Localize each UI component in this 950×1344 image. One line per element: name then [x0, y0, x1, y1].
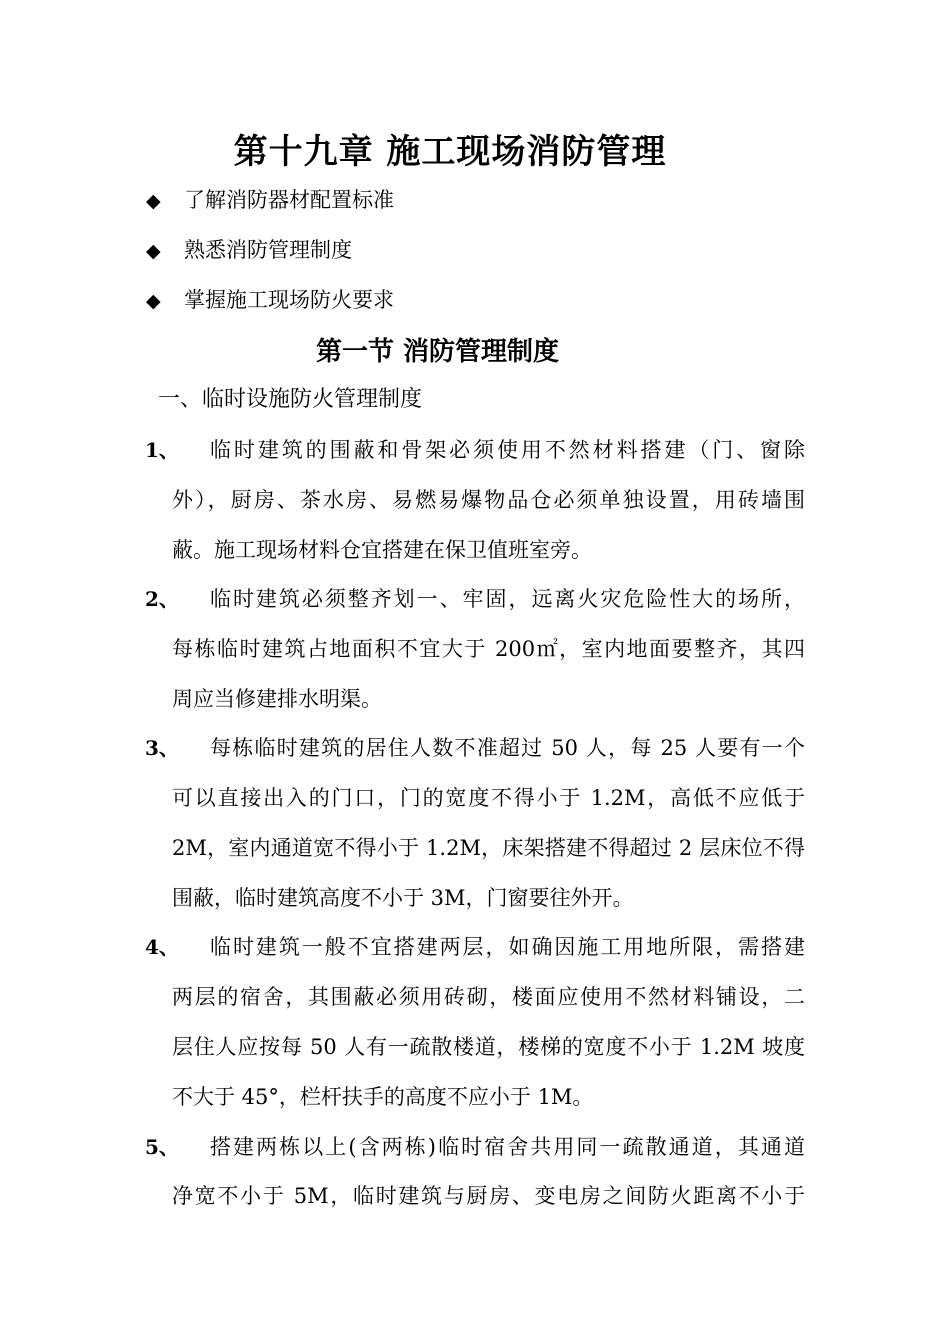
item-line: 两层的宿舍，其围蔽必须用砖砌，楼面应使用不然材料铺设，二 [172, 985, 805, 1009]
item-line: 不大于 45°，栏杆扶手的高度不应小于 1M。 [172, 1085, 594, 1109]
item-number: 4、 [145, 935, 179, 959]
item-line: 外），厨房、茶水房、易燃易爆物品仓必须单独设置，用砖墙围 [172, 488, 805, 512]
subheading: 一、临时设施防火管理制度 [158, 387, 423, 412]
item-line: 蔽。施工现场材料仓宜搭建在保卫值班室旁。 [172, 538, 592, 562]
item-number: 3、 [145, 736, 179, 760]
section-title: 第一节 消防管理制度 [315, 337, 560, 367]
diamond-bullet-icon: ◆ [146, 290, 161, 312]
goal-item [146, 235, 352, 265]
item-line: 临时建筑一般不宜搭建两层，如确因施工用地所限，需搭建 [210, 935, 805, 959]
item-number: 5、 [145, 1135, 179, 1159]
item-line: 每栋临时建筑占地面积不宜大于 200㎡，室内地面要整齐，其四 [172, 637, 805, 661]
item-number: 1、 [145, 438, 179, 462]
item-line: 每栋临时建筑的居住人数不准超过 50 人，每 25 人要有一个 [210, 736, 805, 760]
goal-item [146, 185, 394, 215]
goal-item [146, 285, 394, 315]
item-number: 2、 [145, 587, 179, 611]
goal-text: 熟悉消防管理制度 [184, 238, 352, 262]
item-line: 可以直接出入的门口，门的宽度不得小于 1.2M，高低不应低于 [172, 786, 805, 810]
chapter-title: 第十九章 施工现场消防管理 [233, 132, 667, 172]
item-line: 围蔽，临时建筑高度不小于 3M，门窗要往外开。 [172, 886, 634, 910]
item-line: 层住人应按每 50 人有一疏散楼道，楼梯的宽度不小于 1.2M 坡度 [172, 1035, 805, 1059]
item-line: 搭建两栋以上(含两栋)临时宿舍共用同一疏散通道，其通道 [210, 1135, 805, 1159]
item-line: 临时建筑的围蔽和骨架必须使用不然材料搭建（门、窗除 [210, 438, 805, 462]
item-line: 周应当修建排水明渠。 [172, 687, 382, 711]
item-line: 2M，室内通道宽不得小于 1.2M，床架搭建不得超过 2 层床位不得 [172, 836, 805, 860]
goal-text: 掌握施工现场防火要求 [184, 288, 394, 312]
item-line: 临时建筑必须整齐划一、牢固，远离火灾危险性大的场所， [210, 587, 805, 611]
diamond-bullet-icon: ◆ [146, 190, 161, 212]
item-line: 净宽不小于 5M，临时建筑与厨房、变电房之间防火距离不小于 [172, 1184, 805, 1208]
goal-text: 了解消防器材配置标准 [184, 188, 394, 212]
diamond-bullet-icon: ◆ [146, 240, 161, 262]
